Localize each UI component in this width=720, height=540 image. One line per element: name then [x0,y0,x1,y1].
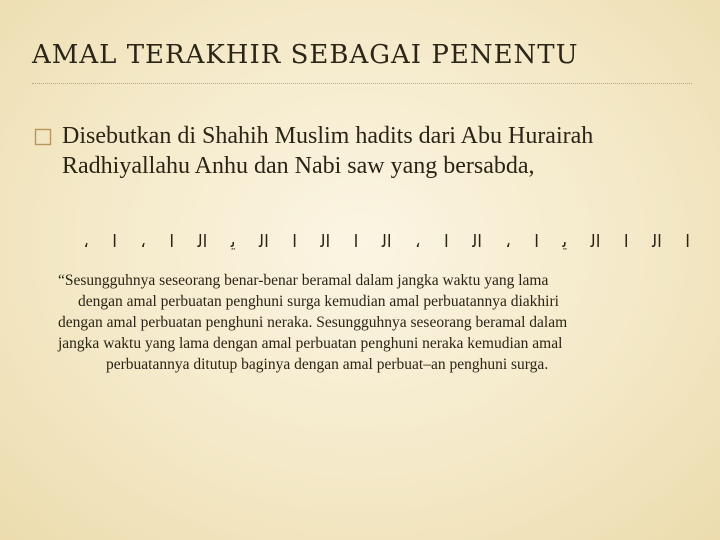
slide-title: AMAL TERAKHIR SEBAGAI PENENTU [32,40,579,70]
translation-line: dengan amal perbuatan penghuni surga kemudian amal perbuatannya diakhiri [78,293,559,310]
translation-line: perbuatannya ditutup baginya dengan amal perbuat–an penghuni surga. [106,356,549,373]
bullet-text: Disebutkan di Shahih Muslim hadits dari Abu Hurairah Radhiyallahu Anhu dan Nabi saw yang bersabda, [62,123,594,179]
translation-line: dengan amal perbuatan penghuni neraka. Sesungguhnya seseorang beramal dalam [58,314,568,331]
square-bullet-icon [34,128,56,150]
title-divider [32,83,692,84]
translation-line: “Sesungguhnya seseorang benar-benar beramal dalam jangka waktu yang lama [58,272,549,289]
hadith-translation [58,270,702,375]
translation-line: jangka waktu yang lama dengan amal perbuatan penghuni neraka kemudian amal [58,335,563,352]
arabic-hadith-text: ﺍ ﺍﻟ ﺍ ﺍﻟ ﻳ ﺍ ، ﺍﻟ ﺍ ، ﺍﻟ ﺍ ﺍﻟ ﺍ ﺍﻟ ﻳ ﺍﻟ ﺍ ، ﺍ ، [83,232,690,252]
